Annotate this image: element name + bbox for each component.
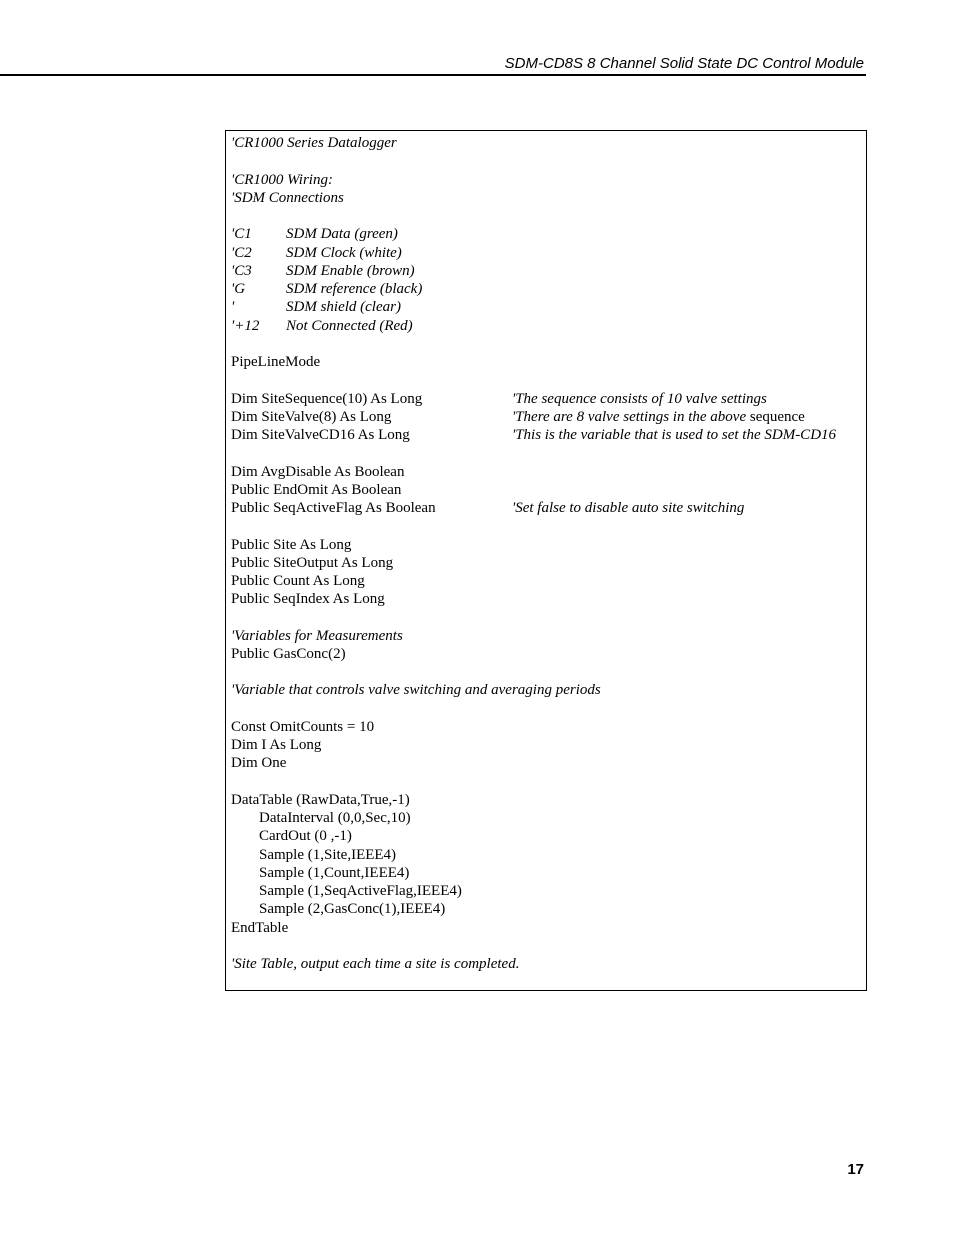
code-line: Public EndOmit As Boolean: [231, 482, 402, 498]
code-comment: 'This is the variable that is used to set the SDM-CD16: [512, 427, 837, 443]
running-header-title: SDM-CD8S 8 Channel Solid State DC Control Module: [504, 55, 864, 72]
code-line: Sample (1,Count,IEEE4): [259, 865, 410, 881]
code-line: Dim I As Long: [231, 737, 322, 753]
code-line: [231, 390, 767, 408]
code-comment-tail: sequence: [746, 409, 805, 425]
wiring-row: [231, 280, 423, 298]
code-comment-line: 'Variables for Measurements: [231, 628, 403, 644]
code-line: Dim One: [231, 755, 287, 771]
wiring-description: Not Connected (Red): [286, 318, 413, 334]
page-number: 17: [847, 1161, 864, 1178]
code-line: DataInterval (0,0,Sec,10): [259, 810, 411, 826]
code-statement: Public SeqActiveFlag As Boolean: [231, 500, 436, 516]
code-line: Dim AvgDisable As Boolean: [231, 464, 405, 480]
code-line: 'CR1000 Wiring:: [231, 172, 333, 188]
wiring-row: [231, 262, 415, 280]
wiring-description: SDM shield (clear): [286, 299, 401, 315]
wiring-terminal: 'C2: [231, 245, 252, 261]
code-statement: Dim SiteValve(8) As Long: [231, 409, 392, 425]
code-statement: Dim SiteSequence(10) As Long: [231, 391, 423, 407]
wiring-row: [231, 244, 402, 262]
code-line: Const OmitCounts = 10: [231, 719, 375, 735]
wiring-row: [231, 317, 413, 335]
code-line: Sample (1,SeqActiveFlag,IEEE4): [259, 883, 462, 899]
wiring-terminal: 'C1: [231, 226, 252, 242]
wiring-terminal: ': [231, 299, 235, 315]
code-line: Sample (2,GasConc(1),IEEE4): [259, 901, 446, 917]
code-listing-box: [225, 130, 867, 991]
code-line: Public Count As Long: [231, 573, 365, 589]
wiring-row: [231, 298, 401, 316]
code-line: Public SeqIndex As Long: [231, 591, 385, 607]
wiring-description: SDM Enable (brown): [286, 263, 415, 279]
code-line: [231, 426, 837, 444]
code-line: Public GasConc(2): [231, 646, 346, 662]
wiring-terminal: 'G: [231, 281, 246, 297]
code-line: 'CR1000 Series Datalogger: [231, 135, 397, 151]
wiring-row: [231, 225, 398, 243]
code-comment-line: 'Variable that controls valve switching and averaging periods: [231, 682, 601, 698]
code-comment: 'Set false to disable auto site switching: [512, 500, 745, 516]
wiring-terminal: '+12: [231, 318, 260, 334]
code-line: [231, 408, 805, 426]
code-line: Sample (1,Site,IEEE4): [259, 847, 397, 863]
code-statement: Dim SiteValveCD16 As Long: [231, 427, 410, 443]
code-line: Public Site As Long: [231, 537, 352, 553]
code-line: 'SDM Connections: [231, 190, 344, 206]
code-line: EndTable: [231, 920, 289, 936]
wiring-description: SDM reference (black): [286, 281, 423, 297]
code-line: CardOut (0 ,-1): [259, 828, 352, 844]
code-comment-line: 'Site Table, output each time a site is completed.: [231, 956, 520, 972]
code-line: PipeLineMode: [231, 354, 321, 370]
code-line: DataTable (RawData,True,-1): [231, 792, 410, 808]
wiring-description: SDM Clock (white): [286, 245, 402, 261]
code-comment: 'The sequence consists of 10 valve settings: [512, 391, 767, 407]
code-line: Public SiteOutput As Long: [231, 555, 394, 571]
wiring-terminal: 'C3: [231, 263, 252, 279]
header-rule: [0, 74, 866, 76]
wiring-description: SDM Data (green): [286, 226, 398, 242]
code-line: [231, 499, 745, 517]
code-comment: 'There are 8 valve settings in the above: [512, 409, 747, 425]
